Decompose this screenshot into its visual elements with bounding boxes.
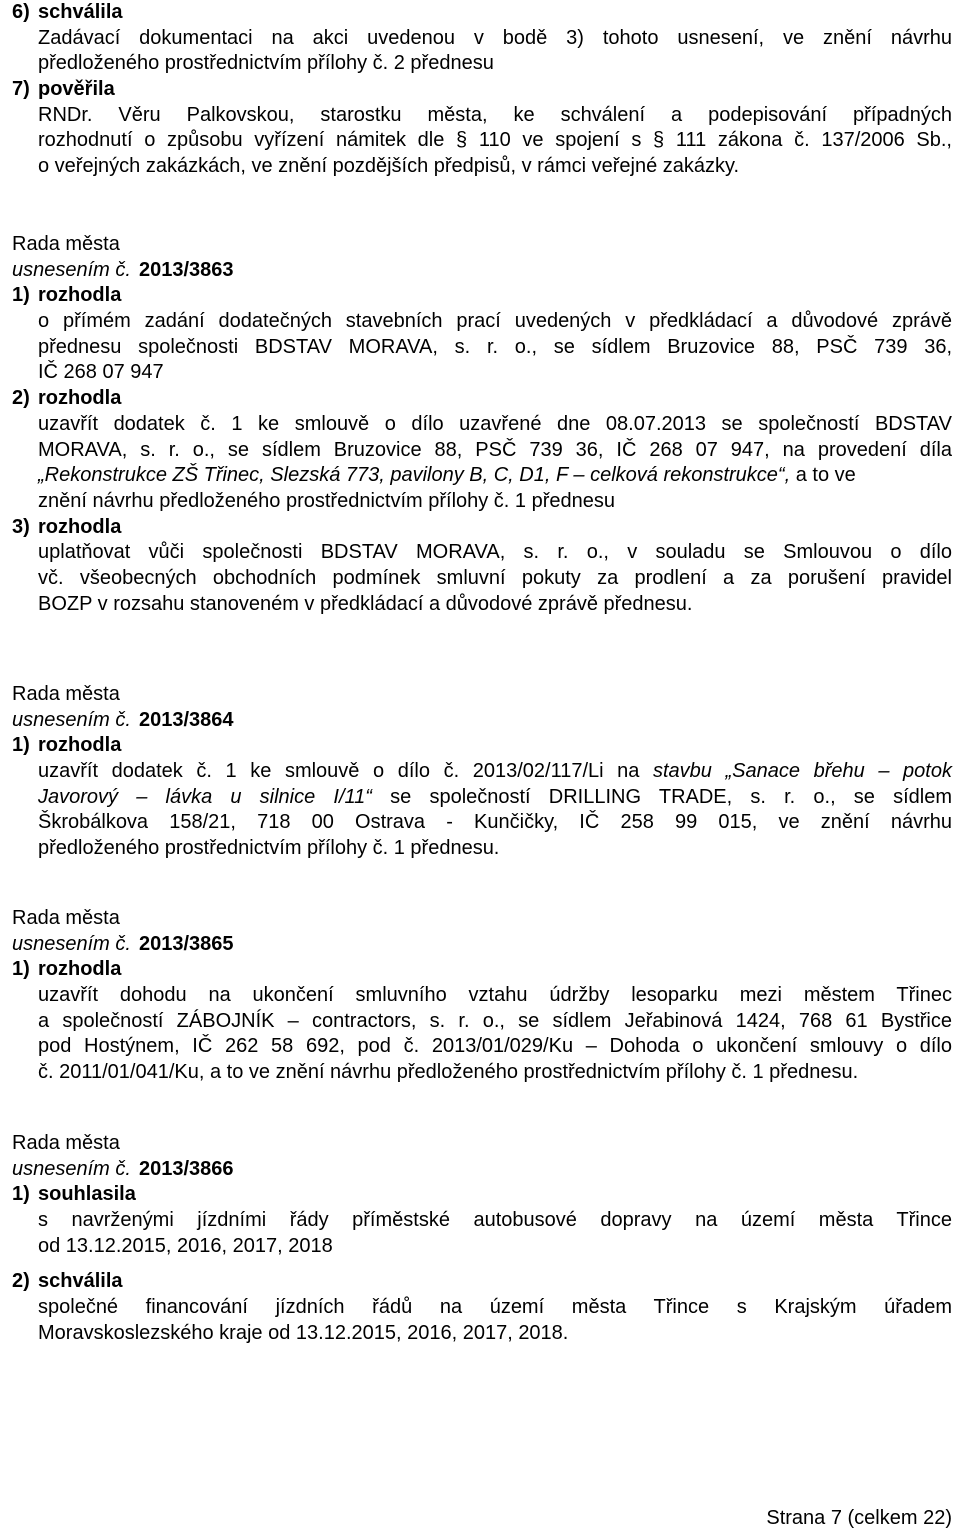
point-number: 1) — [12, 734, 30, 757]
point-text-line: předloženého prostřednictvím přílohy č. 1 přednesu. — [38, 837, 500, 860]
point-verb: rozhodla — [38, 734, 122, 757]
point-text-line: znění návrhu předloženého prostřednictvím přílohy č. 1 přednesu — [38, 489, 616, 512]
point-text-line: společné financování jízdních řádů na území města Třince s Krajským úřadem — [38, 1296, 952, 1319]
resolution-3863 — [12, 232, 952, 617]
resolution-heading — [12, 1157, 952, 1183]
council-label: Rada města — [12, 1132, 120, 1154]
point-text-line: MORAVA, s. r. o., se sídlem Bruzovice 88, PSČ 739 36, IČ 268 07 947, na provedení díla — [38, 438, 952, 461]
point-text-line: BOZP v rozsahu stanoveném v předkládací a důvodové zprávě přednesu. — [38, 592, 693, 615]
point-text-line: uzavřít dohodu na ukončení smluvního vztahu údržby lesoparku mezi městem Třinec — [38, 984, 952, 1007]
council-label: Rada města — [12, 683, 120, 705]
point-verb: rozhodla — [38, 284, 122, 307]
resolution-number: 2013/3865 — [138, 932, 234, 955]
point-text-line — [12, 463, 952, 489]
project-name: „Rekonstrukce ZŠ Třinec, Slezská 773, pavilony B, C, D1, F – celková rekonstrukce“, — [38, 464, 791, 487]
resolution-3865 — [12, 906, 952, 1086]
point-number: 2) — [12, 387, 30, 410]
point-text-line: uplatňovat vůči společnosti BDSTAV MORAVA, s. r. o., v souladu se Smlouvou o dílo — [38, 541, 952, 564]
item-verb: pověřila — [38, 78, 115, 101]
resolution-3866 — [12, 1131, 952, 1347]
point-number: 1) — [12, 958, 30, 981]
item-number: 7) — [12, 78, 30, 101]
project-name: Javorový – lávka u silnice I/11“ — [38, 785, 372, 808]
point-verb: rozhodla — [38, 387, 122, 410]
resolution-label: usnesením č. — [12, 258, 131, 281]
point-heading — [12, 386, 952, 412]
resolution-number: 2013/3866 — [138, 1157, 234, 1180]
point-text-line: vč. všeobecných obchodních podmínek smluvní pokuty za prodlení a za porušení pravidel — [38, 566, 952, 589]
point-text-line: pod Hostýnem, IČ 262 58 692, pod č. 2013/01/029/Ku – Dohoda o ukončení smlouvy o dílo — [38, 1035, 952, 1058]
point-text-line: o přímém zadání dodatečných stavebních prací uvedených v předkládací a důvodové zprávě — [38, 310, 952, 333]
point-number: 1) — [12, 284, 30, 307]
item-text-line: předloženého prostřednictvím přílohy č. 2 přednesu — [38, 52, 494, 75]
resolution-heading — [12, 708, 952, 734]
point-heading — [12, 1269, 952, 1295]
resolution-number: 2013/3864 — [138, 708, 234, 731]
point-text: se společností DRILLING TRADE, s. r. o., se sídlem — [371, 785, 953, 808]
point-heading — [12, 1182, 952, 1208]
point-text-line — [12, 759, 952, 785]
point-heading — [12, 515, 952, 541]
point-verb: rozhodla — [38, 958, 122, 981]
point-text-line: uzavřít dodatek č. 1 ke smlouvě o dílo uzavřené dne 08.07.2013 se společností BDSTAV — [38, 412, 952, 435]
resolution-3864 — [12, 682, 952, 862]
resolution-label: usnesením č. — [12, 932, 131, 955]
project-name: stavbu „Sanace břehu – potok — [653, 760, 952, 783]
point-heading — [12, 283, 952, 309]
resolution-heading — [12, 258, 952, 284]
point-heading — [12, 957, 952, 983]
point-number: 2) — [12, 1270, 30, 1293]
point-text-line: a společností ZÁBOJNÍK – contractors, s. r. o., se sídlem Jeřabinová 1424, 768 61 Bystřice — [38, 1009, 952, 1032]
point-text-line: Škrobálkova 158/21, 718 00 Ostrava - Kunčičky, IČ 258 99 015, ve znění návrhu — [38, 811, 952, 834]
item-number: 6) — [12, 1, 30, 23]
resolution-label: usnesením č. — [12, 1157, 131, 1180]
item-heading — [12, 0, 952, 26]
council-label: Rada města — [12, 907, 120, 929]
resolution-label: usnesením č. — [12, 708, 131, 731]
point-number: 1) — [12, 1183, 30, 1206]
item-heading — [12, 77, 952, 103]
page-number-footer: Strana 7 (celkem 22) — [766, 1507, 952, 1529]
point-verb: souhlasila — [38, 1183, 136, 1206]
council-label: Rada města — [12, 233, 120, 255]
item-text-line: RNDr. Věru Palkovskou, starostku města, ke schválení a podepisování případných — [38, 103, 952, 126]
point-text-line: IČ 268 07 947 — [38, 361, 164, 384]
point-verb: rozhodla — [38, 515, 122, 538]
item-text-line: Zadávací dokumentaci na akci uvedenou v bodě 3) tohoto usnesení, ve znění návrhu — [38, 26, 952, 49]
resolution-number: 2013/3863 — [138, 258, 234, 281]
item-text-line: rozhodnutí o způsobu vyřízení námitek dle § 110 ve spojení s § 111 zákona č. 137/2006 Sb., — [38, 129, 952, 152]
point-text-line — [12, 785, 952, 811]
point-heading — [12, 733, 952, 759]
item-text-line: o veřejných zakázkách, ve znění pozdějších předpisů, v rámci veřejné zakázky. — [38, 155, 740, 178]
point-text-line: Moravskoslezského kraje od 13.12.2015, 2016, 2017, 2018. — [38, 1321, 569, 1344]
point-verb: schválila — [38, 1270, 123, 1293]
point-number: 3) — [12, 515, 30, 538]
point-text-line: přednesu společnosti BDSTAV MORAVA, s. r. o., se sídlem Bruzovice 88, PSČ 739 36, — [38, 335, 952, 358]
point-text-line: s navrženými jízdními řády příměstské autobusové dopravy na území města Třince — [38, 1209, 952, 1232]
point-text-line: č. 2011/01/041/Ku, a to ve znění návrhu předloženého prostřednictvím přílohy č. 1 přednesu. — [38, 1061, 859, 1084]
point-text: uzavřít dodatek č. 1 ke smlouvě o dílo č. 2013/02/117/Li na — [38, 760, 653, 783]
point-text-line: od 13.12.2015, 2016, 2017, 2018 — [38, 1234, 333, 1257]
item-verb: schválila — [38, 1, 123, 23]
resolution-continuation — [12, 0, 952, 180]
resolution-heading — [12, 932, 952, 958]
point-text: a to ve — [790, 464, 856, 487]
